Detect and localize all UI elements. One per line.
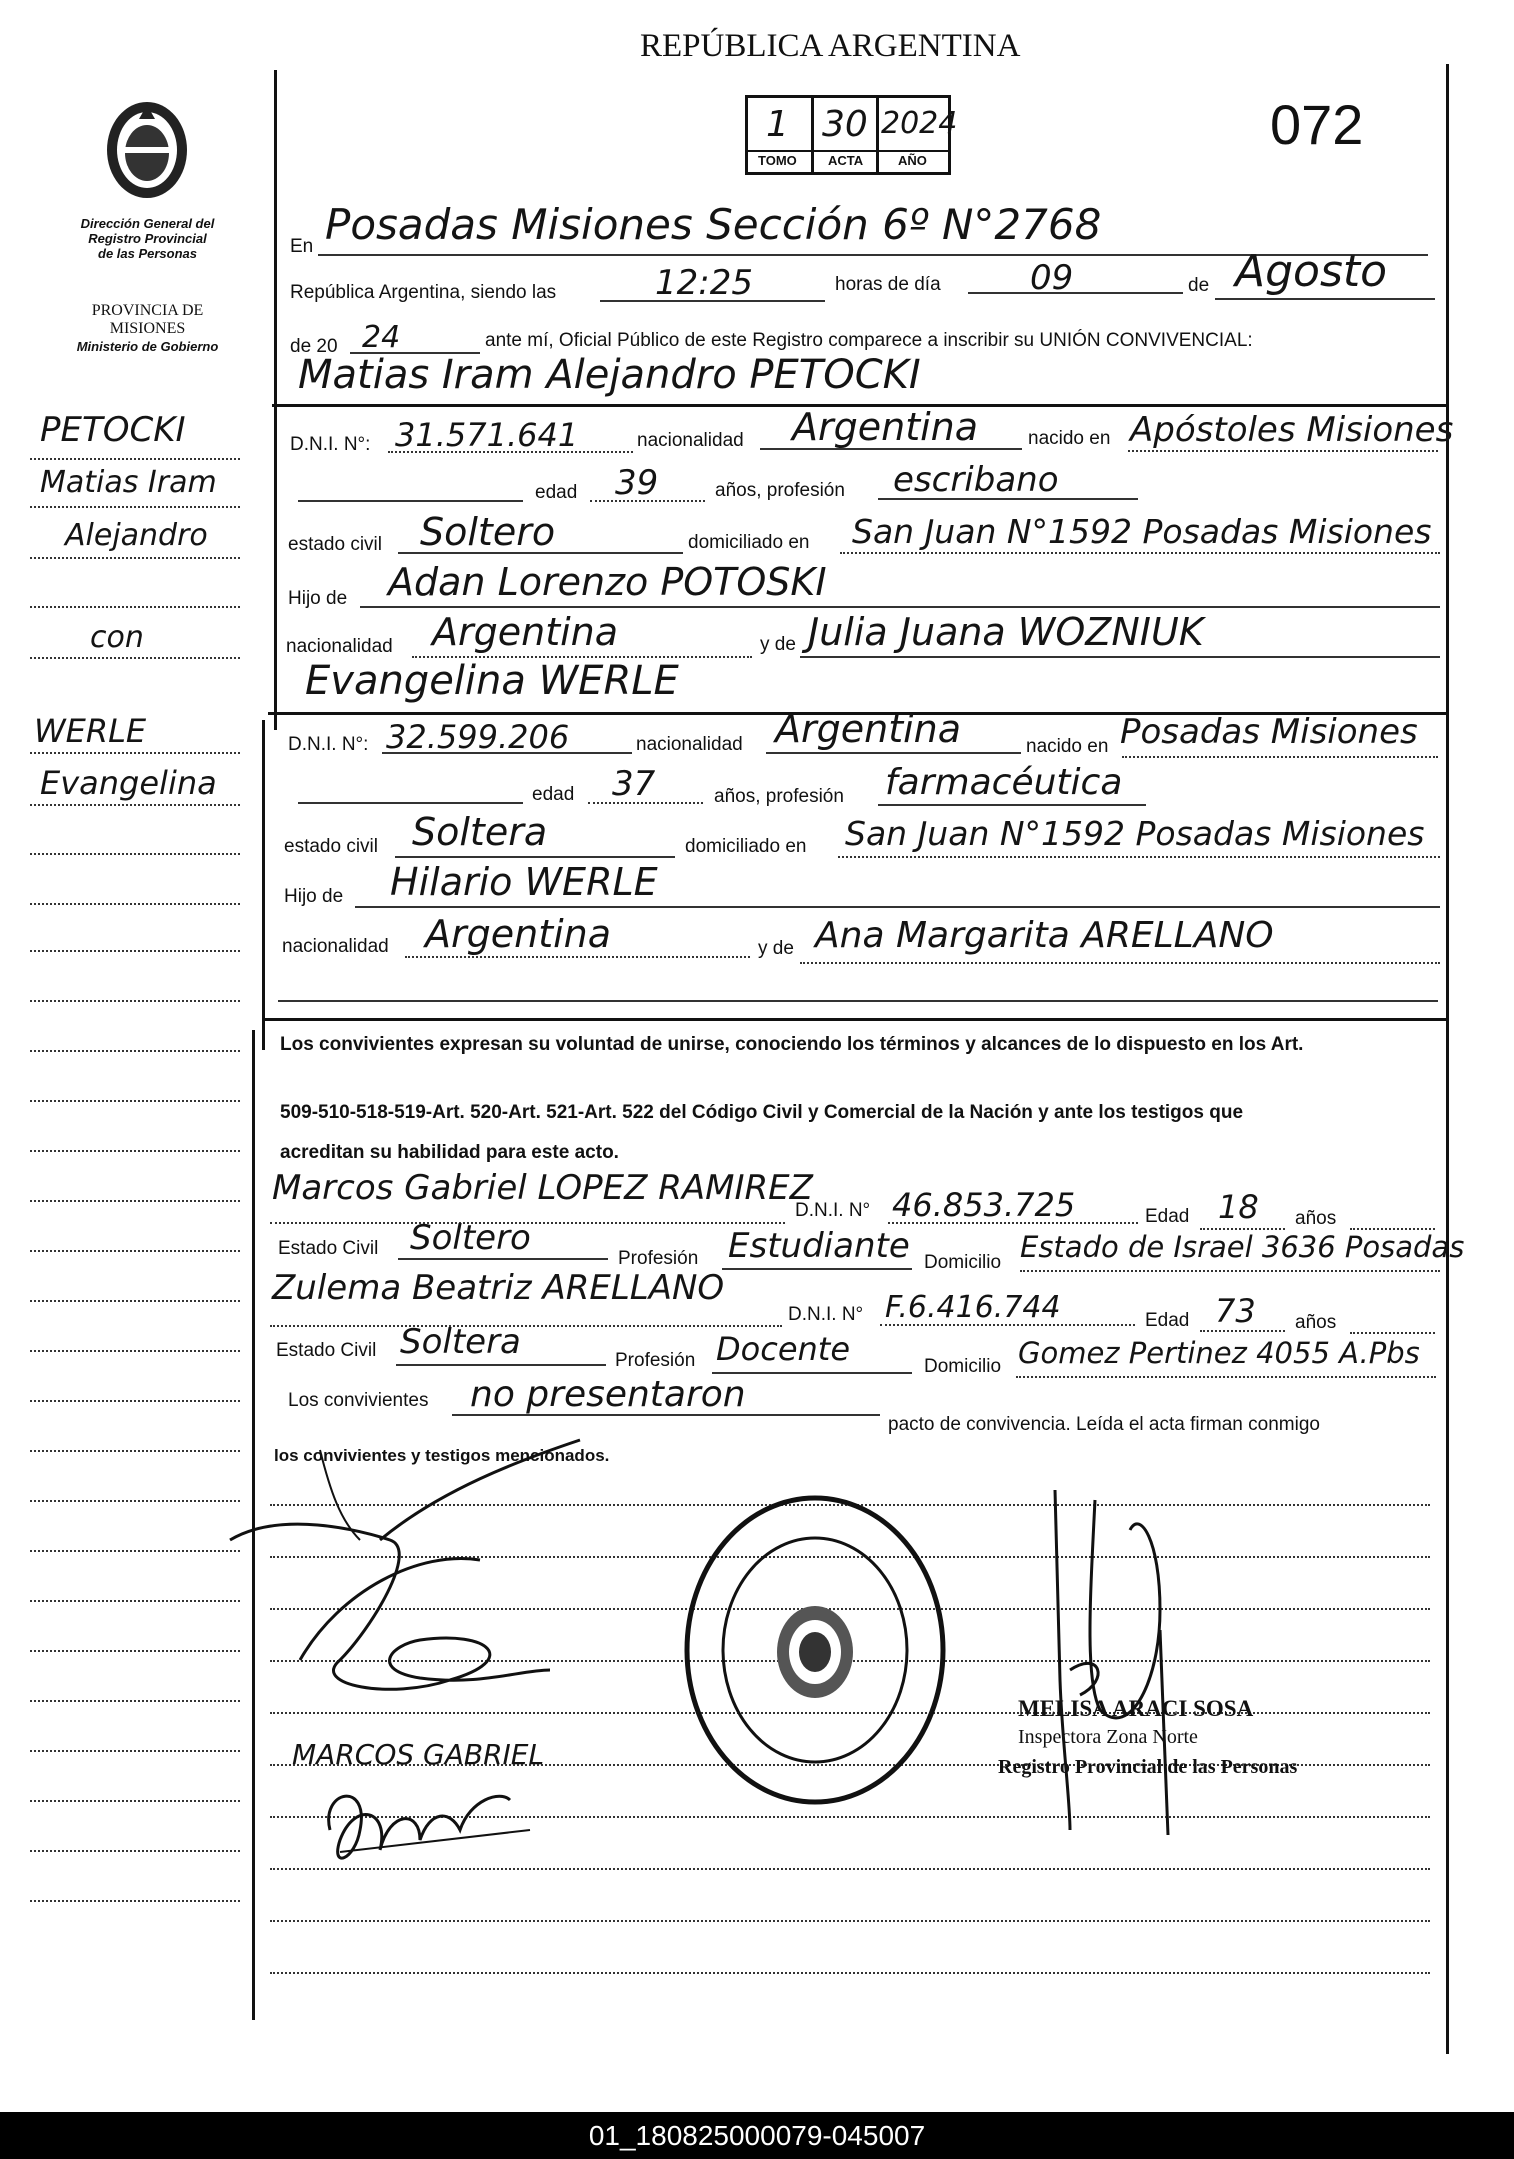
margin-given2: Evangelina (40, 764, 217, 802)
tomo-value: 1 (766, 104, 789, 145)
closing-pact: no presentaron (470, 1374, 746, 1415)
margin-given1b: Alejandro (65, 518, 208, 553)
p2-mother: Ana Margarita ARELLANO (815, 915, 1274, 956)
p1-child-of-label: Hijo de (288, 588, 348, 609)
p1-address-label: domiciliado en (688, 532, 810, 553)
p2-and-of-label: y de (758, 938, 794, 959)
margin-given1: Matias Iram (40, 465, 217, 500)
closing-line2: los convivientes y testigos mencionados. (274, 1446, 610, 1465)
intro-time: 12:25 (655, 263, 753, 303)
w2-prof-label: Profesión (615, 1350, 696, 1371)
w1-dni-label: D.N.I. N° (795, 1200, 871, 1221)
w1-address-label: Domicilio (924, 1252, 1002, 1273)
w1-civil: Soltero (410, 1218, 531, 1258)
p2-age: 37 (612, 764, 656, 804)
intro-day: 09 (1030, 258, 1074, 298)
intro-place: Posadas Misiones Sección 6º N°2768 (325, 200, 1102, 249)
province-line1: PROVINCIA DE (91, 302, 204, 319)
p1-father: Adan Lorenzo POTOSKI (388, 560, 827, 604)
p1-dni: 31.571.641 (395, 416, 579, 454)
closing-pact-label: pacto de convivencia. Leída el acta firman conmigo (888, 1414, 1320, 1435)
w1-civil-label: Estado Civil (278, 1238, 379, 1259)
ministry-line: Ministerio de Gobierno (76, 339, 219, 354)
country-title: REPÚBLICA ARGENTINA (640, 28, 1021, 64)
province-seal-icon (100, 95, 195, 205)
p1-born-label: nacido en (1028, 428, 1111, 449)
year-prefix: de 20 (290, 336, 338, 357)
margin-con: con (90, 620, 144, 655)
p1-mother: Julia Juana WOZNIUK (808, 610, 1204, 654)
office-line2: Registro Provincial (88, 231, 207, 246)
w2-age-label: Edad (1145, 1310, 1190, 1331)
w2-dni: F.6.416.744 (885, 1290, 1061, 1325)
witness-signature-name: MARCOS GABRIEL (292, 1738, 545, 1771)
p2-address-label: domiciliado en (685, 836, 807, 857)
p1-father-nat-label: nacionalidad (286, 636, 393, 657)
p2-father-nat: Argentina (425, 912, 612, 956)
signature-convivient-2 (310, 1770, 550, 1880)
office-line1: Dirección General del (80, 216, 215, 231)
intro-sentence: ante mí, Oficial Público de este Registro comparece a inscribir su UNIÓN CONVIVENCIAL: (485, 330, 1253, 351)
p2-child-of-label: Hijo de (284, 886, 344, 907)
document-code-footer: 01_180825000079-045007 (0, 2112, 1514, 2159)
conv-label: Los convivientes (288, 1390, 429, 1411)
p1-and-of-label: y de (760, 634, 796, 655)
p2-dni: 32.599.206 (386, 718, 570, 756)
p2-age-label: edad (532, 784, 575, 805)
acta-label: ACTA (828, 153, 864, 168)
w2-age: 73 (1215, 1292, 1256, 1330)
signature-convivient-1 (220, 1430, 680, 1710)
act-number: 072 (1270, 93, 1364, 156)
w2-address-label: Domicilio (924, 1356, 1002, 1377)
p2-nationality: Argentina (775, 707, 962, 751)
anio-label: AÑO (898, 153, 927, 168)
p1-nationality: Argentina (792, 405, 979, 449)
p2-father: Hilario WERLE (390, 860, 658, 904)
acta-value: 30 (822, 104, 868, 145)
declaration-line2: 509-510-518-519-Art. 520-Art. 521-Art. 522 del Código Civil y Comercial de la Nación y ante los testigos que (280, 1102, 1244, 1123)
p1-father-nat: Argentina (432, 610, 619, 654)
w1-address: Estado de Israel 3636 Posadas (1020, 1230, 1465, 1264)
intro-year: 24 (362, 320, 401, 355)
w2-years-label: años (1295, 1312, 1337, 1333)
province-name (70, 302, 225, 356)
declaration-line1: Los convivientes expresan su voluntad de unirse, conociendo los términos y alcances de lo dispuesto en los Art. (280, 1034, 1304, 1055)
p1-nationality-label: nacionalidad (637, 430, 744, 451)
anio-value: 2024 (881, 106, 958, 141)
w1-age: 18 (1218, 1188, 1259, 1226)
p2-nationality-label: nacionalidad (636, 734, 743, 755)
w2-name: Zulema Beatriz ARELLANO (272, 1268, 725, 1308)
w2-address: Gomez Pertinez 4055 A.Pbs (1018, 1336, 1420, 1370)
p1-address: San Juan N°1592 Posadas Misiones (852, 512, 1432, 551)
official-stamp-icon (680, 1490, 950, 1810)
en-label: En (290, 236, 314, 257)
w2-civil-label: Estado Civil (276, 1340, 377, 1361)
w1-name: Marcos Gabriel LOPEZ RAMIREZ (272, 1168, 813, 1208)
p2-civil: Soltera (412, 810, 548, 854)
p2-civil-label: estado civil (284, 836, 378, 857)
w1-dni: 46.853.725 (892, 1186, 1076, 1224)
office-line3: de las Personas (98, 246, 197, 261)
person2-full-name: Evangelina WERLE (305, 658, 679, 704)
p2-years-prof-label: años, profesión (714, 786, 844, 807)
intro-month: Agosto (1235, 246, 1388, 297)
official-registry: Registro Provincial de las Personas (998, 1756, 1298, 1778)
w2-dni-label: D.N.I. N° (788, 1304, 864, 1325)
p2-father-nat-label: nacionalidad (282, 936, 389, 957)
w2-civil: Soltera (400, 1322, 521, 1362)
person1-full-name: Matias Iram Alejandro PETOCKI (298, 352, 921, 398)
p2-born: Posadas Misiones (1120, 712, 1418, 752)
p1-civil: Soltero (420, 510, 556, 554)
w1-prof-label: Profesión (618, 1248, 699, 1269)
office-name (70, 216, 225, 261)
tomo-label: TOMO (758, 153, 797, 168)
official-name: MELISA ARACI SOSA (1018, 1696, 1254, 1721)
p1-civil-label: estado civil (288, 534, 382, 555)
p1-dni-label: D.N.I. N°: (290, 434, 371, 455)
p1-born: Apóstoles Misiones (1130, 410, 1454, 450)
republica-label: República Argentina, siendo las (290, 282, 557, 303)
p2-profession: farmacéutica (885, 762, 1123, 803)
official-title: Inspectora Zona Norte (1018, 1726, 1198, 1748)
p1-years-prof-label: años, profesión (715, 480, 845, 501)
w1-profession: Estudiante (728, 1226, 910, 1266)
p1-age: 39 (615, 463, 659, 503)
de-label: de (1188, 275, 1210, 296)
w1-years-label: años (1295, 1208, 1337, 1229)
w2-profession: Docente (716, 1330, 851, 1368)
p2-born-label: nacido en (1026, 736, 1109, 757)
signature-official (1040, 1480, 1180, 1840)
p2-address: San Juan N°1592 Posadas Misiones (845, 814, 1425, 853)
tomo-acta-anio-box (745, 95, 958, 175)
margin-surname2: WERLE (34, 712, 147, 750)
p2-dni-label: D.N.I. N°: (288, 734, 369, 755)
province-line2: MISIONES (109, 320, 186, 337)
hours-label: horas de día (835, 274, 941, 295)
w1-age-label: Edad (1145, 1206, 1190, 1227)
p1-profession: escribano (893, 460, 1059, 500)
margin-surname1: PETOCKI (40, 410, 186, 450)
declaration-line3: acreditan su habilidad para este acto. (280, 1142, 619, 1163)
p1-age-label: edad (535, 482, 578, 503)
